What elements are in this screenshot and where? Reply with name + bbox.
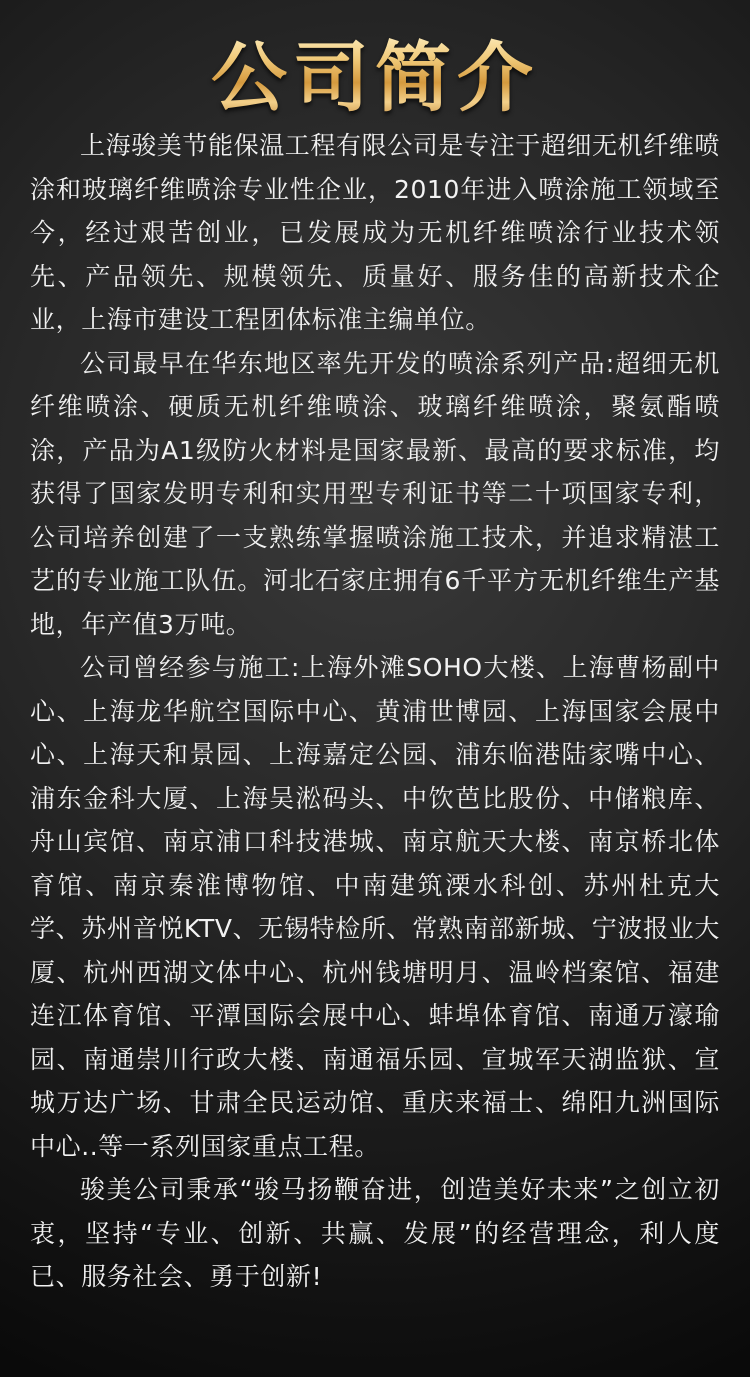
profile-body bbox=[30, 124, 720, 1299]
paragraph-intro: 上海骏美节能保温工程有限公司是专注于超细无机纤维喷涂和玻璃纤维喷涂专业性企业，2010年进入喷涂施工领域至今，经过艰苦创业，已发展成为无机纤维喷涂行业技术领先、产品领先、规模领先、质量好、服务佳的高新技术企业，上海市建设工程团体标准主编单位。 bbox=[30, 131, 721, 334]
paragraph-projects: 公司曾经参与施工:上海外滩SOHO大楼、上海曹杨副中心、上海龙华航空国际中心、黄浦世博园、上海国家会展中心、上海天和景园、上海嘉定公园、浦东临港陆家嘴中心、浦东金科大厦、上海吴淞码头、中饮芭比股份、中储粮库、舟山宾馆、南京浦口科技港城、南京航天大楼、南京桥北体育馆、南京秦淮博物馆、中南建筑溧水科创、苏州杜克大学、苏州音悦KTV、无锡特检所、常熟南部新城、宁波报业大厦、杭州西湖文体中心、杭州钱塘明月、温岭档案馆、福建连江体育馆、平潭国际会展中心、蚌埠体育馆、南通万濠瑜园、南通崇川行政大楼、南通福乐园、宣城军天湖监狱、宣城万达广场、甘肃全民运动馆、重庆来福士、绵阳九洲国际中心..等一系列国家重点工程。 bbox=[30, 653, 720, 1161]
page-title: 公司简介 bbox=[0, 30, 750, 126]
paragraph-philosophy: 骏美公司秉承“骏马扬鞭奋进，创造美好未来”之创立初衷，坚持“专业、创新、共赢、发展”的经营理念，利人度已、服务社会、勇于创新! bbox=[30, 1175, 720, 1291]
paragraph-products: 公司最早在华东地区率先开发的喷涂系列产品:超细无机纤维喷涂、硬质无机纤维喷涂、玻璃纤维喷涂，聚氨酯喷涂，产品为A1级防火材料是国家最新、最高的要求标准，均获得了国家发明专利和实用型专利证书等二十项国家专利，公司培养创建了一支熟练掌握喷涂施工技术，并追求精湛工艺的专业施工队伍。河北石家庄拥有6千平方无机纤维生产基地，年产值3万吨。 bbox=[30, 348, 720, 639]
